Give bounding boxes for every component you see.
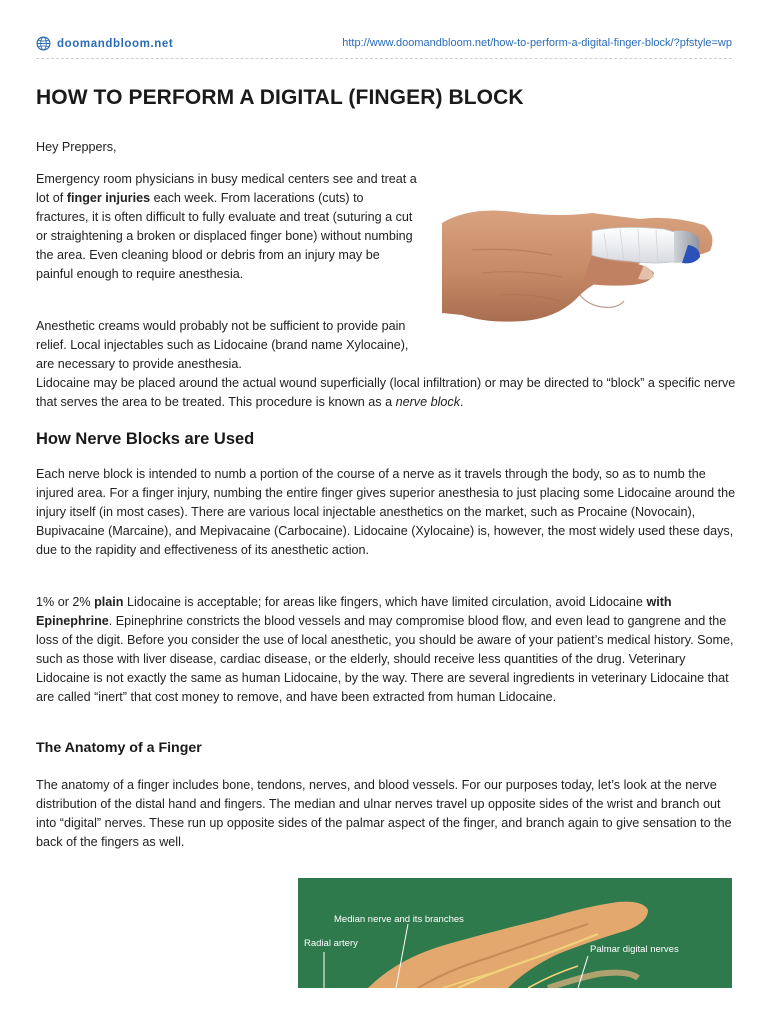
section-heading-nerve-blocks: How Nerve Blocks are Used (36, 430, 255, 448)
nerve-blocks-paragraph: Each nerve block is intended to numb a portion of the course of a nerve as it travels through the body, so as to numb the injured area. For a finger injury, numbing the entire finger gives superior anesthesia to just placing some Lidocaine around the injury itself (in most cases). There are various local injectable anesthetics on the market, such as Procaine (Novocain), Bupivacaine (Marcaine), and Mepivacaine (Carbocaine). Lidocaine (Xylocaine) is, however, the most widely used these days, due to the rapidity and effectiveness of its anesthetic action. (36, 467, 736, 557)
site-name-link[interactable]: doomandbloom.net (57, 37, 174, 50)
intro-bold-text: finger injuries (66, 191, 151, 205)
intro-text-1: Emergency room physicians in busy medical centers see and treat a lot of (36, 172, 417, 205)
palmar-digital-nerves-label: Palmar digital nerves (590, 944, 679, 955)
lidocaine-text-3: . Epinephrine constricts the blood vessels and may compromise blood flow, and even lead to gangrene and the loss of the digit. Before you consider the use of local anesthetic, you should be aware of your patient’s medical history. Some, such as those with liver disease, cardiac disease, or the elderly, should receive less quantities of the drug. Veterinary Lidocaine is not exactly the same as human Lidocaine, by the way. There are several ingredients in veterinary Lidocaine that are called “inert” that cost money to remove, and have been extracted from human Lidocaine. (36, 614, 734, 704)
site-brand[interactable] (36, 36, 173, 51)
section-heading-anatomy: The Anatomy of a Finger (36, 740, 202, 756)
anesthetic-paragraph-narrow: Anesthetic creams would probably not be sufficient to provide pain relief. Local injectables such as Lidocaine (brand name Xylocaine), are necessary to provide anesthesia. (36, 319, 409, 371)
finger-anatomy-image (298, 878, 732, 988)
greeting-text: Hey Preppers, (36, 140, 117, 154)
anatomy-paragraph: The anatomy of a finger includes bone, tendons, nerves, and blood vessels. For our purposes today, let’s look at the nerve distribution of the distal hand and fingers. The median and ulnar nerves travel up opposite sides of the wrist and branch out into “digital” nerves. These run up opposite sides of the palmar aspect of the finger, and branch again to give sensation to the back of the fingers as well. (36, 778, 732, 849)
anesthetic-paragraph-wide (36, 374, 736, 412)
bandaged-finger-image (442, 155, 732, 335)
page-url-link[interactable]: http://www.doomandbloom.net/how-to-perform-a-digital-finger-block/?pfstyle=wp (342, 37, 732, 49)
nerve-block-text: Lidocaine may be placed around the actual wound superficially (local infiltration) or may be directed to “block” a specific nerve that serves the area to be treated. This procedure is known as a (36, 376, 736, 409)
globe-icon (36, 36, 51, 51)
lidocaine-text-1: 1% or 2% (36, 595, 95, 609)
intro-paragraph (36, 170, 418, 284)
lidocaine-bold-plain: plain (94, 595, 124, 609)
lidocaine-text-2: Lidocaine is acceptable; for areas like fingers, which have limited circulation, avoid Lidocaine (123, 595, 647, 609)
page-header (36, 36, 732, 54)
median-nerve-label: Median nerve and its branches (334, 914, 464, 925)
header-divider (36, 58, 732, 59)
nerve-block-end: . (460, 395, 464, 409)
lidocaine-bold-epinephrine: with Epinephrine (36, 595, 672, 628)
article-title: HOW TO PERFORM A DIGITAL (FINGER) BLOCK (36, 86, 524, 109)
radial-artery-label: Radial artery (304, 938, 358, 949)
lidocaine-paragraph (36, 593, 736, 707)
nerve-block-italic: nerve block (395, 395, 460, 409)
intro-text-2: each week. From lacerations (cuts) to fractures, it is often difficult to fully evaluate and treat (suturing a cut or straightening a broken or displaced finger bone) without numbing the area. Even cleaning blood or debris from an injury may be painful enough to require anesthesia. (36, 191, 413, 281)
